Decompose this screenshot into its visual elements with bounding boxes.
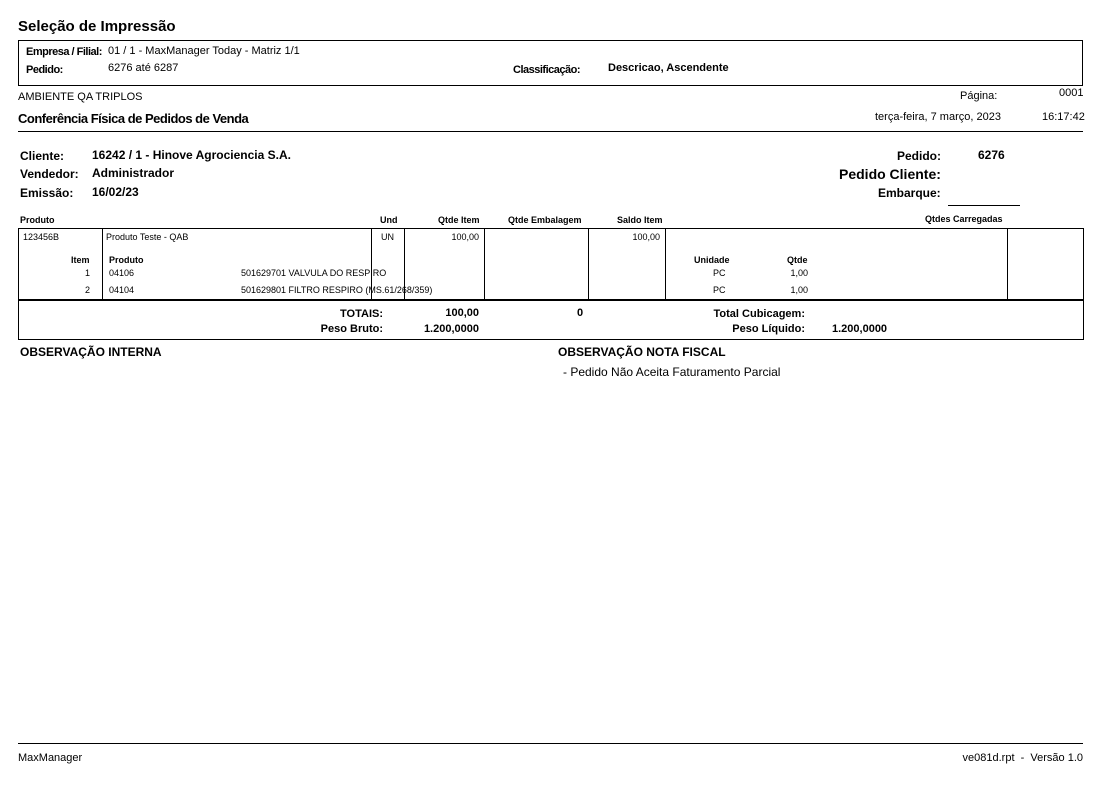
sub-item-number: 1 — [84, 268, 90, 278]
peso-bruto-value: 1.200,0000 — [423, 323, 479, 335]
embarque-label: Embarque: — [878, 186, 941, 200]
embalagem-total: 0 — [577, 307, 584, 319]
peso-liquido-label: Peso Líquido: — [732, 323, 805, 335]
page-label: Página: — [960, 90, 998, 102]
report-title: Conferência Física de Pedidos de Venda — [18, 111, 249, 126]
sub-item-description: 501629801 FILTRO RESPIRO (MS.61/268/359) — [241, 285, 433, 295]
col-und: Und — [380, 215, 398, 225]
classificacao-value: Descricao, Ascendente — [608, 62, 729, 74]
footer-report-version: ve081d.rpt - Versão 1.0 — [962, 752, 1083, 764]
empresa-value: 01 / 1 - MaxManager Today - Matriz 1/1 — [108, 45, 300, 57]
report-time: 16:17:42 — [1042, 111, 1085, 123]
footer-app-name: MaxManager — [18, 752, 83, 764]
pedido-range-value: 6276 até 6287 — [108, 62, 179, 74]
pedido-value: 6276 — [978, 148, 1005, 162]
table-divider — [484, 228, 485, 300]
footer-divider — [18, 743, 1083, 744]
totais-label: TOTAIS: — [340, 308, 383, 320]
header-divider — [18, 131, 1083, 132]
table-divider — [1007, 228, 1008, 300]
cubicagem-label: Total Cubicagem: — [713, 308, 805, 320]
product-saldo-item: 100,00 — [632, 232, 660, 242]
totals-box — [18, 300, 1084, 340]
environment-name: AMBIENTE QA TRIPLOS — [18, 91, 143, 103]
sub-col-produto: Produto — [109, 255, 144, 265]
sub-item-unit: PC — [713, 285, 726, 295]
sub-item-code: 04106 — [109, 268, 135, 278]
observacao-interna-title: OBSERVAÇÃO INTERNA — [20, 345, 162, 359]
col-produto: Produto — [20, 215, 55, 225]
table-divider — [665, 228, 666, 300]
sub-item-qtde: 1,00 — [790, 285, 808, 295]
product-code: 123456B — [23, 232, 60, 242]
selection-title: Seleção de Impressão — [18, 18, 176, 35]
classificacao-label: Classificação: — [513, 64, 580, 76]
observacao-fiscal-text: - Pedido Não Aceita Faturamento Parcial — [563, 365, 781, 379]
product-description: Produto Teste - QAB — [106, 232, 189, 242]
pedido-cliente-label: Pedido Cliente: — [839, 166, 941, 182]
cliente-label: Cliente: — [20, 149, 65, 163]
cliente-value: 16242 / 1 - Hinove Agrociencia S.A. — [92, 148, 291, 162]
product-unit: UN — [381, 232, 394, 242]
report-date: terça-feira, 7 março, 2023 — [875, 111, 1001, 123]
embarque-underline — [948, 205, 1020, 206]
sub-col-unidade: Unidade — [694, 255, 730, 265]
vendedor-label: Vendedor: — [20, 167, 79, 181]
emissao-value: 16/02/23 — [92, 185, 139, 199]
peso-liquido-value: 1.200,0000 — [832, 323, 888, 335]
pedido-label: Pedido: — [897, 149, 941, 163]
emissao-label: Emissão: — [20, 186, 74, 200]
vendedor-value: Administrador — [92, 166, 175, 180]
sub-item-number: 2 — [84, 285, 90, 295]
col-qtde-embalagem: Qtde Embalagem — [508, 215, 582, 225]
sub-col-item: Item — [71, 255, 90, 265]
page-number: 0001 — [1059, 87, 1084, 99]
pedido-range-label: Pedido: — [26, 64, 63, 76]
product-qtde-item: 100,00 — [451, 232, 479, 242]
empresa-label: Empresa / Filial: — [26, 46, 102, 58]
sub-item-qtde: 1,00 — [790, 268, 808, 278]
table-divider — [102, 228, 103, 300]
totais-value: 100,00 — [445, 307, 479, 319]
sub-item-unit: PC — [713, 268, 726, 278]
observacao-fiscal-title: OBSERVAÇÃO NOTA FISCAL — [558, 345, 726, 359]
col-qtde-item: Qtde Item — [438, 215, 480, 225]
sub-col-qtde: Qtde — [787, 255, 808, 265]
peso-bruto-label: Peso Bruto: — [320, 323, 383, 335]
col-saldo-item: Saldo Item — [617, 215, 663, 225]
sub-item-code: 04104 — [109, 285, 135, 295]
col-qtdes-carregadas: Qtdes Carregadas — [925, 214, 1003, 224]
sub-item-description: 501629701 VALVULA DO RESPIRO — [241, 268, 387, 278]
